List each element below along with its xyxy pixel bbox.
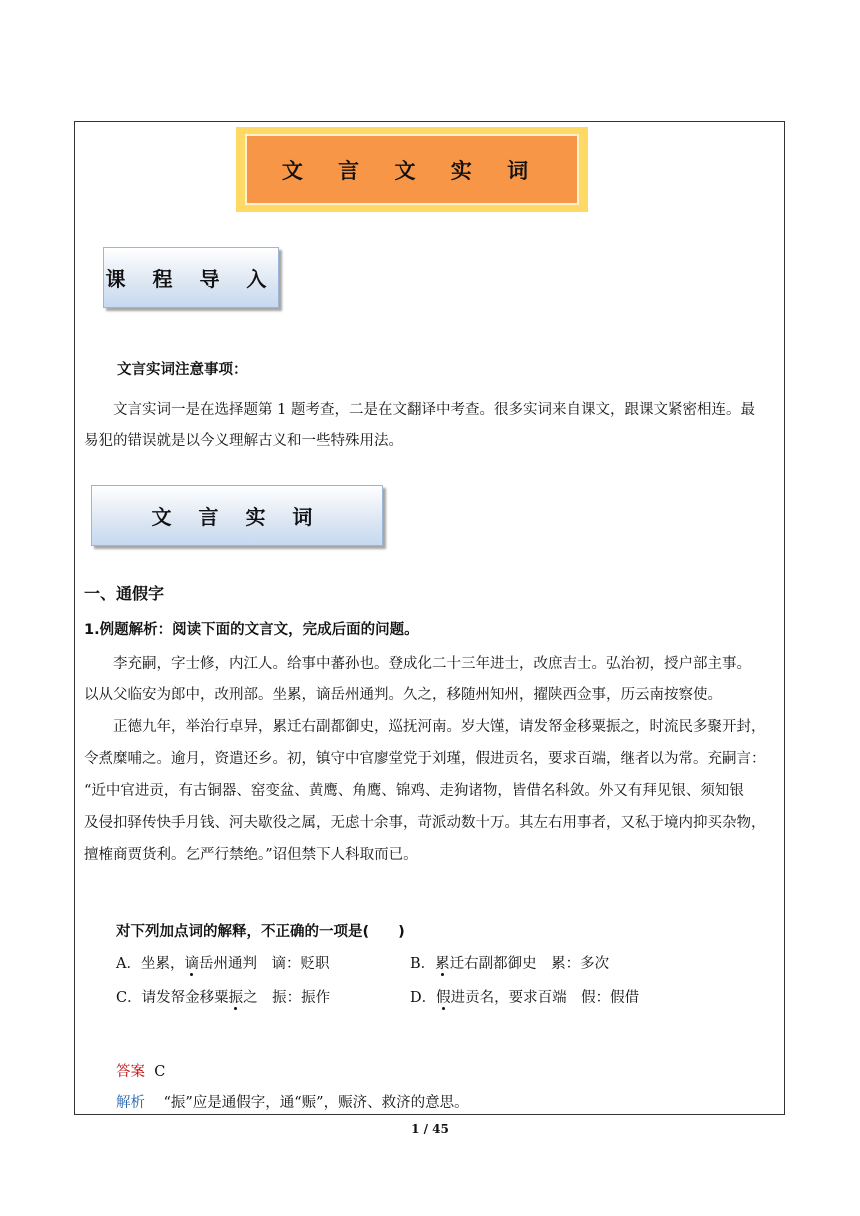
page-number: 1 / 45 bbox=[411, 1122, 449, 1136]
intro-line-2: 易犯的错误就是以今义理解古义和一些特殊用法。 bbox=[84, 433, 403, 449]
option-c: C．请发帑金移粟振之 振：振作 bbox=[116, 990, 331, 1006]
dotted-word-c: 振 bbox=[228, 990, 244, 1006]
answer-label: 答案 bbox=[116, 1064, 145, 1080]
passage-line-2: 以从父临安为郎中，改刑部。坐累，谪岳州通判。久之，移随州知州，擢陕西佥事，历云南按察使。 bbox=[84, 687, 722, 703]
analysis-text: “振”应是通假字，通“赈”，赈济、救济的意思。 bbox=[163, 1095, 469, 1111]
passage-line-1: 李充嗣，字士修，内江人。给事中蕃孙也。登成化二十三年进士，改庶吉士。弘治初，授户部主事。 bbox=[113, 656, 751, 672]
passage-line-4: 令煮糜哺之。逾月，资遣还乡。初，镇守中官廖堂党于刘瑾，假进贡名，要求百端，继者以为常。充嗣言： bbox=[84, 751, 766, 767]
answer-value: C bbox=[154, 1064, 166, 1080]
example-label: 1.例题解析：阅读下面的文言文，完成后面的问题。 bbox=[84, 622, 419, 638]
dotted-word-a: 谪 bbox=[184, 956, 199, 972]
dotted-word-b: 累 bbox=[435, 956, 450, 972]
intro-line-1: 文言实词一是在选择题第 1 题考查，二是在文翻译中考查。很多实词来自课文，跟课文紧密相连。最 bbox=[113, 402, 755, 418]
analysis-label: 解析 bbox=[116, 1095, 145, 1111]
option-b: B．累迁右副都御史 累：多次 bbox=[410, 956, 610, 972]
passage-line-7: 擅榷商贾货利。乞严行禁绝。”诏但禁下人科取而已。 bbox=[84, 847, 418, 863]
option-d: D．假进贡名，要求百端 假：假借 bbox=[410, 990, 640, 1006]
question-stem: 对下列加点词的解释，不正确的一项是( ) bbox=[116, 924, 405, 940]
dotted-word-d: 假 bbox=[436, 990, 451, 1006]
section-title-classical-words: 文 言 实 词 bbox=[91, 485, 383, 546]
main-title: 文 言 文 实 词 bbox=[245, 134, 579, 205]
analysis-line bbox=[116, 1094, 469, 1112]
section-title-course-intro: 课 程 导 入 bbox=[103, 247, 279, 308]
intro-heading: 文言实词注意事项： bbox=[117, 362, 248, 378]
passage-line-5: “近中官进贡，有古铜器、窑变盆、黄鹰、角鹰、锦鸡、走狗诸物，皆借名科敛。外又有拜见银、须知银 bbox=[84, 783, 744, 799]
answer-line bbox=[116, 1063, 165, 1081]
part-heading-tongjiazi: 一、通假字 bbox=[84, 584, 165, 603]
option-a: A．坐累，谪岳州通判 谪：贬职 bbox=[116, 956, 330, 972]
passage-line-6: 及侵扣驿传快手月钱、河夫歇役之属，无虑十余事，苛派动数十万。其左右用事者，又私于境内抑买杂物， bbox=[84, 815, 766, 831]
passage-line-3: 正德九年，举治行卓异，累迁右副都御史，巡抚河南。岁大馑，请发帑金移粟振之，时流民多聚开封， bbox=[113, 719, 766, 735]
